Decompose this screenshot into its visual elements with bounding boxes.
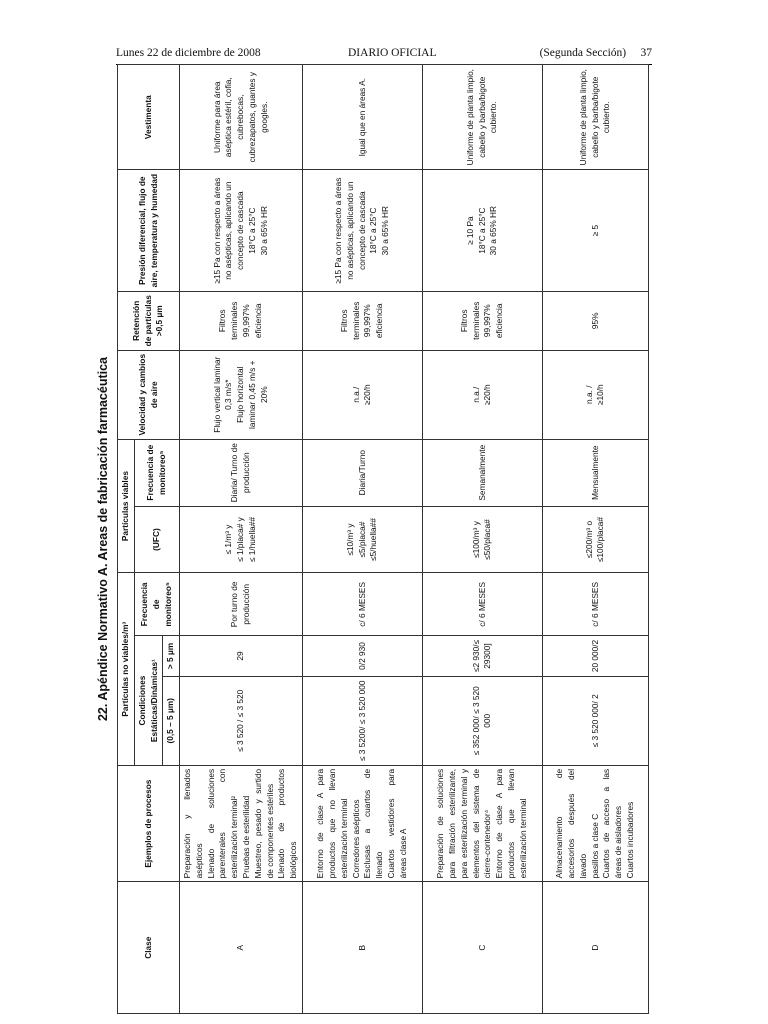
process-item: Llenado de productos biológicos <box>276 768 299 879</box>
cell-clase: B <box>302 882 422 1014</box>
cell-velocidad <box>542 350 648 439</box>
cell-vestimenta: Igual que en áreas A. <box>302 65 422 170</box>
header-rango-05-5: (0,5 – 5 µm) <box>163 676 180 765</box>
cell-clase: A <box>180 882 303 1014</box>
cell-v-frecuencia: Diaria/ Turno de producción <box>180 439 303 506</box>
cell-ufc <box>422 506 542 573</box>
header-viables: Partículas viables <box>118 439 135 573</box>
cell-np-frecuencia: c/ 6 MESES <box>302 573 422 636</box>
cell-v-frecuencia: Diaria/Turno <box>302 439 422 506</box>
cell-ufc <box>180 506 303 573</box>
cell-presion <box>542 170 648 292</box>
ufc-line: ≤5/placa# <box>356 521 367 558</box>
ufc-line: ≤ 1/placa# y <box>235 517 246 562</box>
table-row <box>302 65 422 1014</box>
header-no-viables: Partículas no viables/m³ <box>118 573 135 765</box>
process-item: Preparación y llenados asépticos <box>182 768 204 879</box>
presion-line: 18°C a 25°C <box>476 207 487 254</box>
header-frecuencia-viables: Frecuencia de monitoreo⁵ <box>134 439 179 506</box>
header-condiciones: Condiciones Estáticas/Dinámicas¹ <box>134 636 163 766</box>
presion-line: 18°C a 25°C <box>368 207 379 254</box>
cell-ufc <box>542 506 648 573</box>
header-rango-gt5: > 5 µm <box>163 636 180 677</box>
cell-presion <box>302 170 422 292</box>
cell-np-frecuencia: c/ 6 MESES <box>542 573 648 636</box>
process-item: Corredores asépticos <box>350 799 361 879</box>
cell-presion <box>180 170 303 292</box>
ufc-line: ≤10/m³ y <box>344 523 355 556</box>
cell-clase: C <box>422 882 542 1014</box>
table-title: 22. Apéndice Normativo A. Areas de fabricación farmacéutica <box>96 356 110 722</box>
cell-ejemplos <box>542 765 648 881</box>
cell-velocidad <box>422 350 542 439</box>
ufc-line: ≤50/placa# <box>482 519 493 560</box>
header-ufc: (UFC) <box>134 506 179 573</box>
velocidad-line: ≥20/h <box>362 384 373 406</box>
velocidad-line: n.a. / <box>583 385 594 404</box>
cleanroom-table <box>117 64 649 1014</box>
cell-v-frecuencia: Mensualmente <box>542 439 648 506</box>
cell-velocidad <box>302 350 422 439</box>
presion-line: 30 a 65% HR <box>258 205 269 256</box>
cell-clase: D <box>542 882 648 1014</box>
cell-vestimenta: Uniforme para área aséptica estéril, cofia, cubrebocas, cubrezapatos, guantes y googles. <box>180 65 303 170</box>
presion-line: ≥15 Pa con respecto a áreas no asépticas, aplicando un concepto de cascada <box>211 177 246 284</box>
ufc-line: ≤5/huella## <box>368 518 379 561</box>
velocidad-line: Flujo vertical laminar 0,3 m/s* <box>211 356 234 433</box>
cell-ejemplos <box>302 765 422 881</box>
cell-retencion: Filtros terminales 99,997% eficiencia <box>180 291 303 350</box>
header-retencion: Retención de partículas >0,5 µm <box>118 291 180 350</box>
header-date: Lunes 22 de diciembre de 2008 <box>116 47 261 59</box>
presion-line: 18°C a 25°C <box>246 207 257 254</box>
cell-retencion: Filtros terminales 99,997% eficiencia <box>302 291 422 350</box>
cell-np-gt5: 29 <box>180 636 303 677</box>
presion-line: ≥ 5 <box>589 224 600 237</box>
cell-np-frecuencia: c/ 6 MESES <box>422 573 542 636</box>
cell-np-frecuencia: Por turno de producción <box>180 573 303 636</box>
header-publication: DIARIO OFICIAL <box>348 47 437 59</box>
header-section-page: (Segunda Sección) 37 <box>539 47 652 59</box>
table-row <box>180 65 303 1014</box>
velocidad-line: ≥10/h <box>595 384 606 406</box>
ufc-line: ≤200/m³ o <box>583 520 594 559</box>
cell-np-gt5: 0/2 930 <box>302 636 422 677</box>
page-header <box>116 47 652 63</box>
process-item: Cuartos incubadores <box>624 801 635 879</box>
presion-line: ≥15 Pa con respecto a áreas no asépticas, aplicando un concepto de cascada <box>332 177 367 284</box>
process-item: Almacenamiento de accesorios después del lavado <box>554 768 588 879</box>
process-item: Pruebas de esterilidad <box>241 795 252 879</box>
velocidad-line: ≥20/h <box>482 384 493 406</box>
header-velocidad: Velocidad y cambios de aire <box>118 350 180 439</box>
cell-retencion: Filtros terminales 99,997% eficiencia <box>422 291 542 350</box>
process-item: pasillos a clase C <box>589 813 600 879</box>
cell-vestimenta: Uniforme de planta limpio, cabello y barba/bigote cubierto. <box>422 65 542 170</box>
cell-vestimenta: Uniforme de planta limpio, cabello y barba/bigote cubierto. <box>542 65 648 170</box>
ufc-line: ≤100/m³ y <box>470 521 481 558</box>
header-presion: Presión diferencial, flujo de aire, temperatura y humedad <box>118 170 180 292</box>
header-clase: Clase <box>118 882 180 1014</box>
header-ejemplos: Ejemplos de procesos <box>118 765 180 881</box>
cell-presion <box>422 170 542 292</box>
cell-np-05-5: ≤ 3 520 / ≤ 3 520 <box>180 676 303 765</box>
process-item: Esclusas a cuartos de llenado <box>362 768 385 879</box>
cell-np-05-5: ≤ 3 520 000/ 2 <box>542 676 648 765</box>
presion-line: ≥ 10 Pa <box>464 216 475 245</box>
process-item: Llenado de soluciones parenterales con esterilización terminal² <box>205 768 240 879</box>
table-row <box>542 65 648 1014</box>
cell-velocidad <box>180 350 303 439</box>
table-row <box>422 65 542 1014</box>
cell-ejemplos <box>180 765 303 881</box>
ufc-line: ≤ 1/m³ y <box>223 524 234 555</box>
cell-retencion: 95% <box>542 291 648 350</box>
cell-np-gt5: ≤2 930/≤ 29300] <box>422 636 542 677</box>
cell-np-gt5: 20 000/2 <box>542 636 648 677</box>
cell-v-frecuencia: Semanalmente <box>422 439 542 506</box>
presion-line: 30 a 65% HR <box>380 205 391 256</box>
process-item: Entorno de clase A para productos que no llevan esterilización terminal <box>315 768 349 879</box>
process-item: Cuartos de acceso a las áreas de aisladores <box>601 768 624 879</box>
rotated-table <box>91 64 679 1014</box>
cell-np-05-5: ≤ 3 5200/ ≤ 3 520 000 <box>302 676 422 765</box>
ufc-line: ≤ 1/huella## <box>246 516 257 563</box>
process-item: Cuartos vestidores para áreas clase A <box>386 768 408 879</box>
header-vestimenta: Vestimenta <box>118 65 180 170</box>
velocidad-line: n.a./ <box>470 386 481 403</box>
ufc-line: ≤100/placa# <box>595 516 606 563</box>
presion-line: 30 a 65% HR <box>488 205 499 256</box>
header-frecuencia-no-viables: Frecuencia de monitoreo⁵ <box>134 573 179 636</box>
process-item: Preparación de soluciones para filtración esterilizante, para esterilización terminal y elementos del sistema de cierre-contenedor⁴ <box>435 768 493 879</box>
cell-ufc <box>302 506 422 573</box>
process-item: Muestreo, pesado y surtido de componentes estériles <box>252 768 275 879</box>
cell-ejemplos <box>422 765 542 881</box>
velocidad-line: Flujo horizontal laminar 0,45 m/s + 20% <box>235 360 269 429</box>
process-item: Entorno de clase A para productos que llevan esterilización terminal <box>494 768 528 879</box>
velocidad-line: n.a./ <box>350 386 361 403</box>
cell-np-05-5: ≤ 352 000/ ≤ 3 520 000 <box>422 676 542 765</box>
